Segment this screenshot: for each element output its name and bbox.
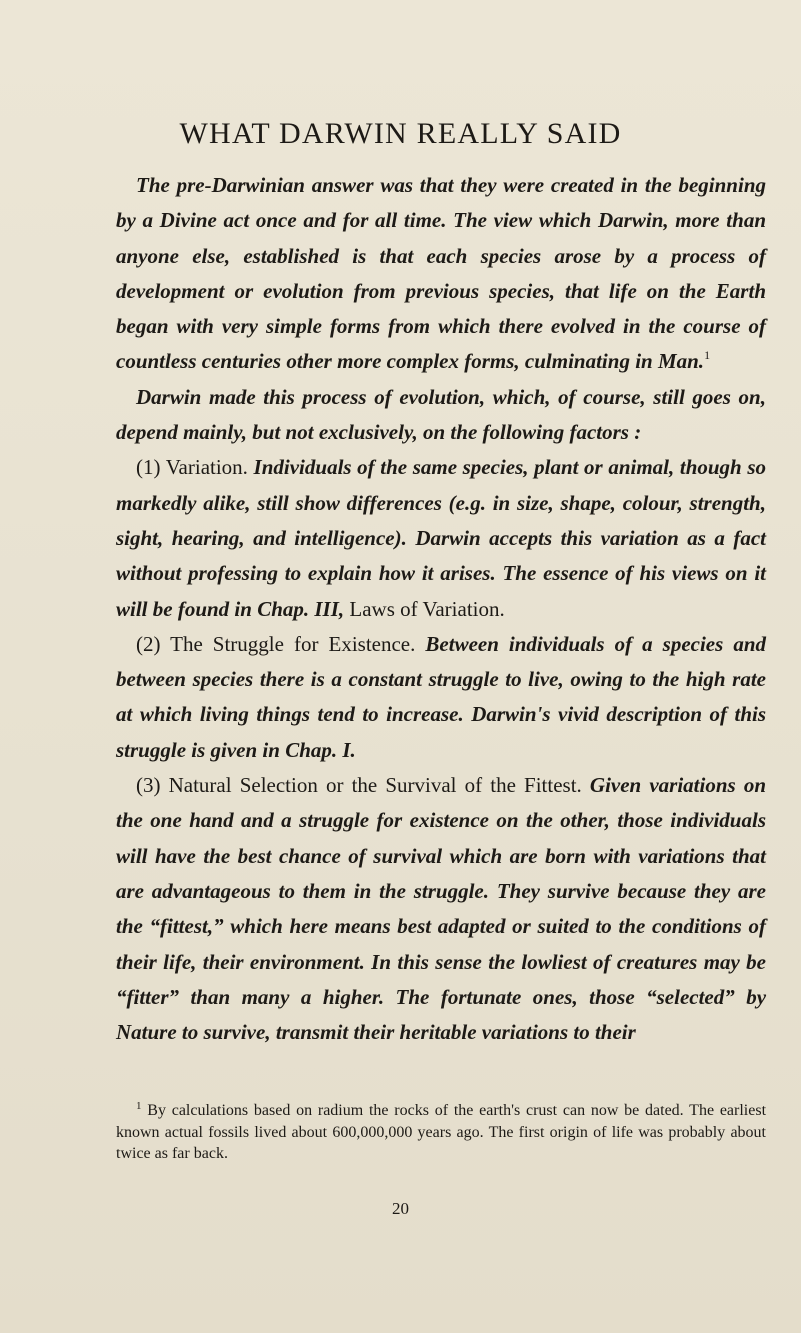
footnote-marker: 1	[136, 1100, 142, 1112]
selection-text-c: than many a higher. The fortunate ones, those	[190, 984, 635, 1009]
variation-text: Individuals of the same species, plant or animal, though so markedly alike, still show differences (e.g. in size, shape, colour, strength, sight, hearing, and intelligence). Darwin accepts this variation as a fact without professing to explain how it arises. The essence of his views on it will be found in Chap. III,	[116, 455, 767, 621]
quote-fittest: “fittest,”	[149, 914, 224, 939]
paragraph-struggle	[116, 627, 766, 768]
variation-tail: Laws of Variation.	[349, 596, 505, 621]
quote-fitter: “fitter”	[116, 984, 179, 1009]
paragraph-variation	[116, 450, 766, 626]
paragraph-factors	[116, 380, 766, 451]
paragraph-selection	[116, 768, 766, 1050]
page-number: 20	[392, 1199, 409, 1218]
footnote-reference[interactable]: 1	[704, 348, 711, 363]
variation-label: (1) Variation.	[136, 455, 248, 480]
footnote-text: By calculations based on radium the rocks of the earth's crust can now be dated. The earliest known actual fossils lived about 600,000,000 years ago. The first origin of life was probably about twice as far back.	[116, 1102, 767, 1162]
intro-text: The pre-Darwinian answer was that they were created in the beginning by a Divine act once and for all time. The view which Darwin, more than anyone else, established is that each species arose by a process of development or evolution from previous species, that life on the Earth began with very simple forms from which there evolved in the course of countless centuries other more complex forms, culminating in Man.	[116, 173, 766, 374]
running-header: WHAT DARWIN REALLY SAID	[179, 117, 622, 150]
selection-text-a: Given variations on the one hand and a struggle for existence on the other, those individuals will have the best chance of survival which are born with variations that are advantageous to them in the struggle. They survive because they are the	[116, 773, 766, 939]
struggle-label: (2) The Struggle for Existence.	[136, 631, 416, 656]
footnote	[116, 1100, 766, 1165]
body-text	[116, 168, 766, 1050]
selection-label: (3) Natural Selection or the Survival of the Fittest.	[136, 773, 582, 798]
struggle-text: Between individuals of a species and between species there is a constant struggle to live, owing to the high rate at which living things tend to increase. Darwin's vivid description of this struggle is given in Chap. I.	[116, 631, 767, 762]
quote-selected: “selected”	[646, 984, 735, 1009]
selection-text-d: by Nature to survive, transmit their heritable variations to their	[116, 984, 767, 1045]
footnote-paragraph	[116, 1100, 766, 1165]
factors-text: Darwin made this process of evolution, which, of course, still goes on, depend mainly, but not exclusively, on the following factors :	[116, 384, 766, 445]
paragraph-intro	[116, 168, 766, 380]
selection-text-b: which here means best adapted or suited to the conditions of their life, their environment. In this sense the lowliest of creatures may be	[116, 914, 766, 974]
